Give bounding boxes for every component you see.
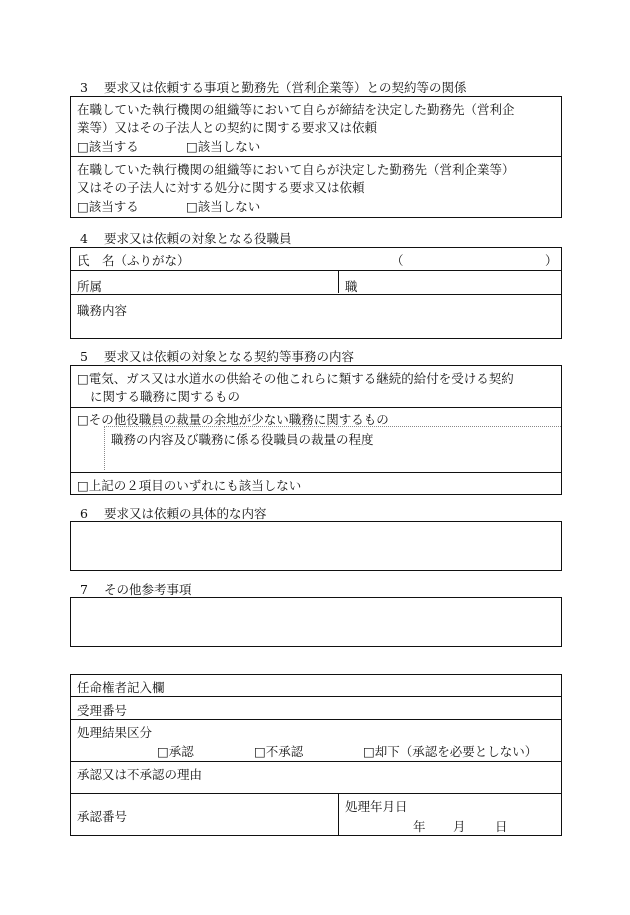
divider (71, 761, 561, 762)
divider (71, 407, 561, 408)
target-staff-box (70, 247, 562, 339)
divider (71, 270, 561, 271)
column-divider (338, 793, 339, 835)
low-discretion-checkbox[interactable]: □その他役職員の裁量の余地が少ない職務に関するもの (77, 412, 389, 427)
section-6-heading (80, 504, 267, 522)
disposition-yes-checkbox[interactable]: □該当する (77, 199, 139, 214)
divider (71, 696, 561, 697)
section-3-heading (80, 78, 467, 96)
column-divider (338, 270, 339, 293)
contract-yes-checkbox[interactable]: □該当する (77, 139, 139, 154)
disposition-text-2: 又はその子法人に対する処分に関する要求又は依頼 (77, 180, 365, 195)
contract-relation-box (70, 96, 562, 218)
divider (71, 719, 561, 720)
divider (71, 294, 561, 295)
section-number: 5 (80, 349, 88, 364)
continuous-supply-text-2: に関する職務に関するもの (90, 389, 241, 404)
section-5-heading (80, 347, 354, 365)
result-category-label: 処理結果区分 (77, 725, 153, 740)
section-title: 要求又は依頼の具体的な内容 (104, 506, 267, 521)
divider (71, 793, 561, 794)
section-title: 要求又は依頼の対象となる役職員 (104, 231, 292, 246)
reason-label: 承認又は不承認の理由 (77, 767, 203, 782)
section-title: 要求又は依頼する事項と勤務先（営利企業等）との契約等の関係 (104, 80, 467, 95)
section-number: 7 (80, 582, 88, 597)
section-number: 3 (80, 80, 88, 95)
duties-label: 職務内容 (77, 303, 128, 318)
receipt-number-label: 受理番号 (77, 703, 128, 718)
reference-notes-box[interactable] (70, 597, 562, 647)
request-detail-box[interactable] (70, 521, 562, 571)
contract-affairs-box (70, 365, 562, 495)
name-label: 氏 名（ふりがな） (77, 253, 190, 268)
contract-decision-text-1: 在職していた執行機関の組織等において自らが締結を決定した勤務先（営利企 (77, 102, 515, 117)
section-number: 6 (80, 506, 88, 521)
continuous-supply-checkbox[interactable]: □電気、ガス又は水道水の供給その他これらに類する継続的給付を受ける契約 (77, 371, 514, 386)
contract-no-checkbox[interactable]: □該当しない (186, 139, 261, 154)
position-label: 職 (345, 279, 358, 294)
appointer-header: 任命権者記入欄 (77, 680, 165, 695)
disapprove-checkbox[interactable]: □不承認 (254, 744, 304, 759)
divider (71, 156, 561, 157)
appointer-box (70, 674, 562, 836)
disposition-text-1: 在職していた執行機関の組織等において自らが決定した勤務先（営利企業等） (77, 162, 515, 177)
section-4-heading (80, 229, 292, 247)
approval-number-label: 承認番号 (77, 809, 128, 824)
contract-decision-text-2: 業等）又はその子法人との契約に関する要求又は依頼 (77, 120, 378, 135)
disposition-no-checkbox[interactable]: □該当しない (186, 199, 261, 214)
discretion-detail-label: 職務の内容及び職務に係る役職員の裁量の程度 (111, 432, 374, 447)
furigana-open-paren: （ (391, 253, 404, 268)
section-7-heading (80, 580, 192, 598)
process-date-label: 処理年月日 (345, 799, 408, 814)
affiliation-label: 所属 (77, 279, 103, 294)
section-title: 要求又は依頼の対象となる契約等事務の内容 (104, 349, 355, 364)
furigana-close-paren: ） (545, 253, 558, 268)
reject-checkbox[interactable]: □却下（承認を必要としない） (363, 744, 538, 759)
month-label: 月 (453, 819, 466, 834)
divider (71, 472, 561, 473)
day-label: 日 (495, 819, 508, 834)
year-label: 年 (413, 819, 426, 834)
approve-checkbox[interactable]: □承認 (157, 744, 194, 759)
none-applicable-checkbox[interactable]: □上記の２項目のいずれにも該当しない (77, 478, 302, 493)
section-number: 4 (80, 231, 88, 246)
section-title: その他参考事項 (104, 582, 192, 597)
